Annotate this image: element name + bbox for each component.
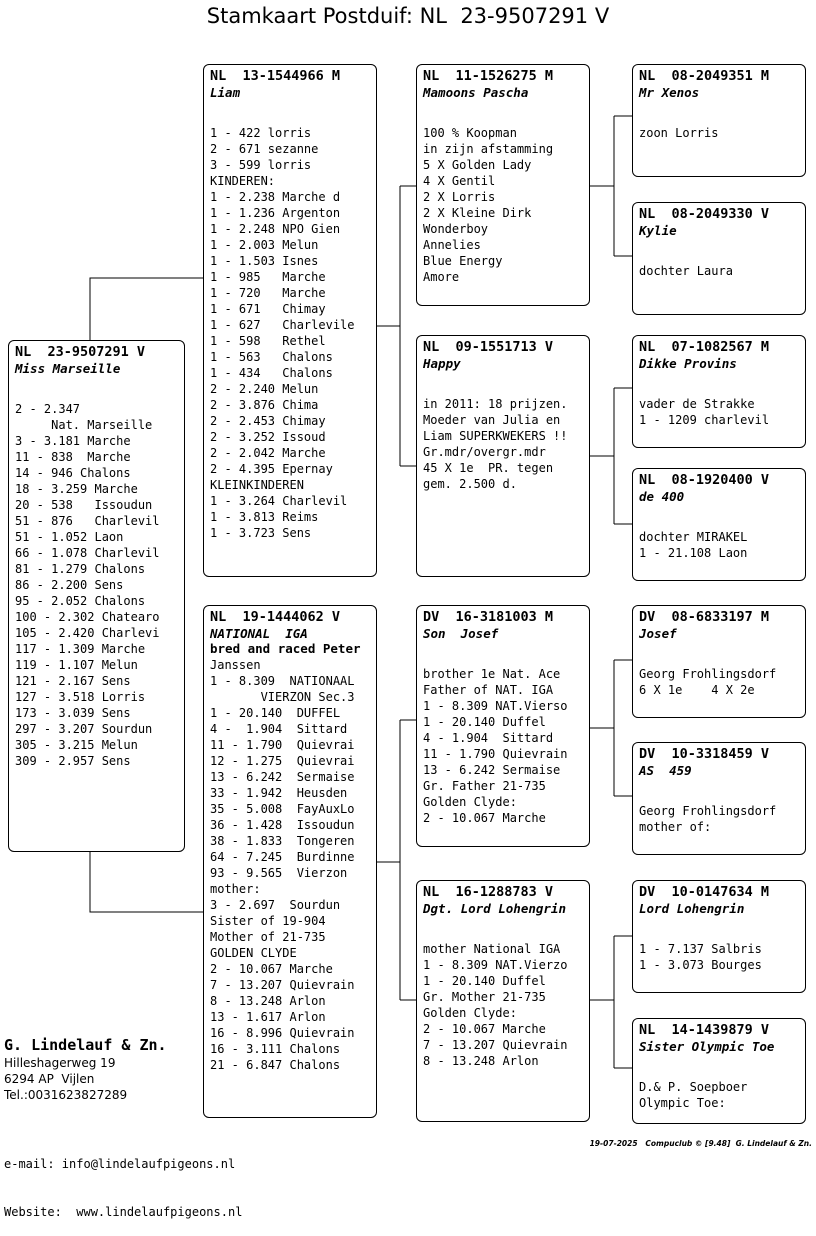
result-line: 81 - 1.279 Chalons	[15, 562, 146, 576]
result-line: 1 - 2.003 Melun	[210, 238, 319, 252]
mm-dam-notes	[639, 1079, 799, 1111]
result-line: mother National IGA	[423, 942, 561, 956]
result-line: 1 - 598 Rethel	[210, 334, 326, 348]
result-line: 1 - 8.309 NAT.Vierso	[423, 699, 568, 713]
result-line: Amore	[423, 270, 460, 284]
mother-results	[210, 657, 370, 1073]
result-line: Annelies	[423, 238, 481, 252]
result-line: 3 - 2.697 Sourdun	[210, 898, 341, 912]
result-line: 1 - 20.140 Duffel	[423, 715, 546, 729]
result-line: 5 X Golden Lady	[423, 158, 532, 172]
ff-dam-name: Kylie	[639, 223, 677, 238]
result-line: 11 - 1.790 Quievrai	[210, 738, 355, 752]
print-footer: 19-07-2025 Compuclub © [9.48] G. Lindelauf & Zn.	[589, 1139, 812, 1148]
subject-ring-number: NL 23-9507291 V	[15, 344, 146, 360]
father-sire-name: Mamoons Pascha	[423, 85, 529, 100]
ff-sire-name: Mr Xenos	[639, 85, 700, 100]
father-sire-ring-number: NL 11-1526275 M	[423, 68, 554, 84]
father-sire-notes	[423, 125, 583, 285]
breeder-street: Hilleshagerweg 19	[4, 1056, 116, 1070]
result-line: 2 - 3.252 Issoud	[210, 430, 326, 444]
result-line: 305 - 3.215 Melun	[15, 738, 138, 752]
contact-email: e-mail: info@lindelaufpigeons.nl	[4, 1157, 236, 1171]
mother-dam-name: Dgt. Lord Lohengrin	[423, 901, 566, 916]
result-line: 13 - 1.617 Arlon	[210, 1010, 326, 1024]
result-line: 1 - 1209 charlevil	[639, 413, 770, 427]
result-line: in 2011: 18 prijzen.	[423, 397, 568, 411]
mm-sire-name: Lord Lohengrin	[639, 901, 745, 916]
mf-dam-card	[632, 742, 806, 855]
result-line: Liam SUPERKWEKERS !!	[423, 429, 568, 443]
mother-breeder-note: bred and raced Peter	[210, 641, 361, 656]
fm-sire-name: Dikke Provins	[639, 356, 737, 371]
result-line: 14 - 946 Chalons	[15, 466, 131, 480]
result-line: Blue Energy	[423, 254, 503, 268]
ff-dam-ring-number: NL 08-2049330 V	[639, 206, 770, 222]
subject-pigeon-card	[8, 340, 185, 852]
result-line: 1 - 1.236 Argenton	[210, 206, 341, 220]
result-line: 4 - 1.904 Sittard	[210, 722, 348, 736]
result-line: 1 - 8.309 NATIONAAL	[210, 674, 355, 688]
result-line: 12 - 1.275 Quievrai	[210, 754, 355, 768]
result-line: gem. 2.500 d.	[423, 477, 517, 491]
result-line: 2 - 2.042 Marche	[210, 446, 326, 460]
result-line: Sister of 19-904	[210, 914, 326, 928]
result-line: 1 - 3.264 Charlevil	[210, 494, 348, 508]
result-line: 297 - 3.207 Sourdun	[15, 722, 153, 736]
result-line: mother:	[210, 882, 261, 896]
result-line: 121 - 2.167 Sens	[15, 674, 131, 688]
result-line: 7 - 13.207 Quievrain	[423, 1038, 568, 1052]
result-line: 1 - 21.108 Laon	[639, 546, 748, 560]
result-line: dochter Laura	[639, 264, 733, 278]
result-line: dochter MIRAKEL	[639, 530, 748, 544]
result-line: zoon Lorris	[639, 126, 719, 140]
mf-dam-notes	[639, 803, 799, 835]
mother-pigeon-name: NATIONAL IGA	[210, 626, 308, 641]
result-line: 309 - 2.957 Sens	[15, 754, 131, 768]
result-line: 4 X Gentil	[423, 174, 496, 188]
result-line: 2 - 671 sezanne	[210, 142, 319, 156]
result-line: 1 - 8.309 NAT.Vierzo	[423, 958, 568, 972]
result-line: 64 - 7.245 Burdinne	[210, 850, 355, 864]
result-line: 33 - 1.942 Heusden	[210, 786, 348, 800]
result-line: 35 - 5.008 FayAuxLo	[210, 802, 355, 816]
father-dam-name: Happy	[423, 356, 461, 371]
result-line: 1 - 2.238 Marche d	[210, 190, 341, 204]
result-line: 2 X Lorris	[423, 190, 496, 204]
result-line: 1 - 20.140 Duffel	[423, 974, 546, 988]
result-line: 100 % Koopman	[423, 126, 517, 140]
result-line: Golden Clyde:	[423, 795, 517, 809]
result-line: 1 - 985 Marche	[210, 270, 326, 284]
ff-dam-notes	[639, 263, 799, 279]
result-line: 1 - 3.723 Sens	[210, 526, 312, 540]
result-line: 1 - 1.503 Isnes	[210, 254, 319, 268]
result-line: 21 - 6.847 Chalons	[210, 1058, 341, 1072]
fm-dam-name: de 400	[639, 489, 685, 504]
result-line: 1 - 434 Chalons	[210, 366, 333, 380]
result-line: 117 - 1.309 Marche	[15, 642, 146, 656]
result-line: 11 - 1.790 Quievrain	[423, 747, 568, 761]
breeder-info	[4, 1035, 167, 1103]
subject-results	[15, 401, 178, 769]
result-line: in zijn afstamming	[423, 142, 554, 156]
result-line: 13 - 6.242 Sermaise	[423, 763, 561, 777]
mother-sire-notes	[423, 666, 583, 826]
result-line: 1 - 3.073 Bourges	[639, 958, 762, 972]
result-line: Nat. Marseille	[15, 418, 153, 432]
father-results	[210, 125, 370, 541]
result-line: 51 - 1.052 Laon	[15, 530, 124, 544]
page-title: Stamkaart Postduif: NL 23-9507291 V	[206, 4, 610, 28]
result-line: 38 - 1.833 Tongeren	[210, 834, 355, 848]
result-line: Janssen	[210, 658, 261, 672]
result-line: Mother of 21-735	[210, 930, 326, 944]
result-line: 2 - 10.067 Marche	[423, 1022, 546, 1036]
mother-pigeon-card	[203, 605, 377, 1118]
result-line: KINDEREN:	[210, 174, 276, 188]
result-line: 1 - 2.248 NPO Gien	[210, 222, 341, 236]
result-line: 13 - 6.242 Sermaise	[210, 770, 355, 784]
result-line: 7 - 13.207 Quievrain	[210, 978, 355, 992]
result-line: VIERZON Sec.3	[210, 690, 355, 704]
fm-sire-ring-number: NL 07-1082567 M	[639, 339, 770, 355]
result-line: 11 - 838 Marche	[15, 450, 131, 464]
mf-sire-card	[632, 605, 806, 718]
result-line: mother of:	[639, 820, 712, 834]
result-line: 1 - 720 Marche	[210, 286, 326, 300]
result-line: 2 - 2.453 Chimay	[210, 414, 326, 428]
mm-sire-card	[632, 880, 806, 993]
result-line: 1 - 627 Charlevile	[210, 318, 355, 332]
result-line: Georg Frohlingsdorf	[639, 667, 777, 681]
result-line: 36 - 1.428 Issoudun	[210, 818, 355, 832]
father-dam-card	[416, 335, 590, 577]
father-dam-notes	[423, 396, 583, 492]
result-line: 16 - 3.111 Chalons	[210, 1042, 341, 1056]
result-line: vader de Strakke	[639, 397, 755, 411]
result-line: Wonderboy	[423, 222, 489, 236]
result-line: 100 - 2.302 Chatearo	[15, 610, 160, 624]
result-line: 4 - 1.904 Sittard	[423, 731, 554, 745]
father-pigeon-card	[203, 64, 377, 577]
result-line: 2 - 10.067 Marche	[210, 962, 333, 976]
mm-dam-card	[632, 1018, 806, 1124]
result-line: 66 - 1.078 Charlevil	[15, 546, 160, 560]
result-line: 86 - 2.200 Sens	[15, 578, 124, 592]
result-line: Golden Clyde:	[423, 1006, 517, 1020]
result-line: 1 - 563 Chalons	[210, 350, 333, 364]
ff-sire-notes	[639, 125, 799, 141]
fm-sire-notes	[639, 396, 799, 428]
result-line: 2 - 2.240 Melun	[210, 382, 319, 396]
mf-sire-notes	[639, 666, 799, 698]
mother-ring-number: NL 19-1444062 V	[210, 609, 341, 625]
result-line: D.& P. Soepboer	[639, 1080, 748, 1094]
father-dam-ring-number: NL 09-1551713 V	[423, 339, 554, 355]
fm-dam-card	[632, 468, 806, 581]
result-line: 20 - 538 Issoudun	[15, 498, 153, 512]
mm-sire-ring-number: DV 10-0147634 M	[639, 884, 770, 900]
result-line: KLEINKINDEREN	[210, 478, 304, 492]
mother-dam-ring-number: NL 16-1288783 V	[423, 884, 554, 900]
breeder-name: G. Lindelauf & Zn.	[4, 1036, 167, 1054]
result-line: 45 X 1e PR. tegen	[423, 461, 554, 475]
result-line: Gr. Father 21-735	[423, 779, 546, 793]
result-line: Gr.mdr/overgr.mdr	[423, 445, 546, 459]
result-line: 119 - 1.107 Melun	[15, 658, 138, 672]
result-line: 3 - 599 lorris	[210, 158, 312, 172]
result-line: 105 - 2.420 Charlevi	[15, 626, 160, 640]
fm-dam-notes	[639, 529, 799, 561]
result-line: 2 - 3.876 Chima	[210, 398, 319, 412]
result-line: 1 - 422 lorris	[210, 126, 312, 140]
result-line: 51 - 876 Charlevil	[15, 514, 160, 528]
result-line: 2 - 4.395 Epernay	[210, 462, 333, 476]
subject-pigeon-name: Miss Marseille	[15, 361, 121, 376]
mm-dam-ring-number: NL 14-1439879 V	[639, 1022, 770, 1038]
breeder-postal-city: 6294 AP Vijlen	[4, 1072, 95, 1086]
result-line: 1 - 671 Chimay	[210, 302, 326, 316]
result-line: 8 - 13.248 Arlon	[423, 1054, 539, 1068]
mother-sire-ring-number: DV 16-3181003 M	[423, 609, 554, 625]
result-line: 2 - 2.347	[15, 402, 81, 416]
result-line: 3 - 3.181 Marche	[15, 434, 131, 448]
result-line: 93 - 9.565 Vierzon	[210, 866, 348, 880]
ff-sire-ring-number: NL 08-2049351 M	[639, 68, 770, 84]
result-line: GOLDEN CLYDE	[210, 946, 297, 960]
mm-sire-notes	[639, 941, 799, 973]
ff-sire-card	[632, 64, 806, 177]
result-line: 173 - 3.039 Sens	[15, 706, 131, 720]
ff-dam-card	[632, 202, 806, 315]
result-line: 6 X 1e 4 X 2e	[639, 683, 755, 697]
mf-dam-name: AS 459	[639, 763, 692, 778]
father-sire-card	[416, 64, 590, 306]
result-line: 2 X Kleine Dirk	[423, 206, 532, 220]
breeder-phone: Tel.:0031623827289	[4, 1088, 128, 1102]
result-line: Georg Frohlingsdorf	[639, 804, 777, 818]
result-line: 8 - 13.248 Arlon	[210, 994, 326, 1008]
mother-sire-name: Son Josef	[423, 626, 499, 641]
mother-sire-card	[416, 605, 590, 847]
result-line: Gr. Mother 21-735	[423, 990, 546, 1004]
contact-website: Website: www.lindelaufpigeons.nl	[4, 1205, 243, 1219]
mf-sire-ring-number: DV 08-6833197 M	[639, 609, 770, 625]
result-line: Olympic Toe:	[639, 1096, 726, 1110]
mother-dam-notes	[423, 941, 583, 1069]
mother-dam-card	[416, 880, 590, 1122]
result-line: 18 - 3.259 Marche	[15, 482, 138, 496]
fm-sire-card	[632, 335, 806, 448]
result-line: 2 - 10.067 Marche	[423, 811, 546, 825]
result-line: 95 - 2.052 Chalons	[15, 594, 146, 608]
fm-dam-ring-number: NL 08-1920400 V	[639, 472, 770, 488]
result-line: brother 1e Nat. Ace	[423, 667, 561, 681]
father-ring-number: NL 13-1544966 M	[210, 68, 341, 84]
result-line: Father of NAT. IGA	[423, 683, 554, 697]
mf-sire-name: Josef	[639, 626, 677, 641]
result-line: 1 - 3.813 Reims	[210, 510, 319, 524]
contact-info	[4, 1124, 242, 1236]
mf-dam-ring-number: DV 10-3318459 V	[639, 746, 770, 762]
father-pigeon-name: Liam	[210, 85, 241, 100]
result-line: 127 - 3.518 Lorris	[15, 690, 146, 704]
result-line: 16 - 8.996 Quievrain	[210, 1026, 355, 1040]
mm-dam-name: Sister Olympic Toe	[639, 1039, 775, 1054]
result-line: Moeder van Julia en	[423, 413, 561, 427]
result-line: 1 - 7.137 Salbris	[639, 942, 762, 956]
result-line: 1 - 20.140 DUFFEL	[210, 706, 341, 720]
